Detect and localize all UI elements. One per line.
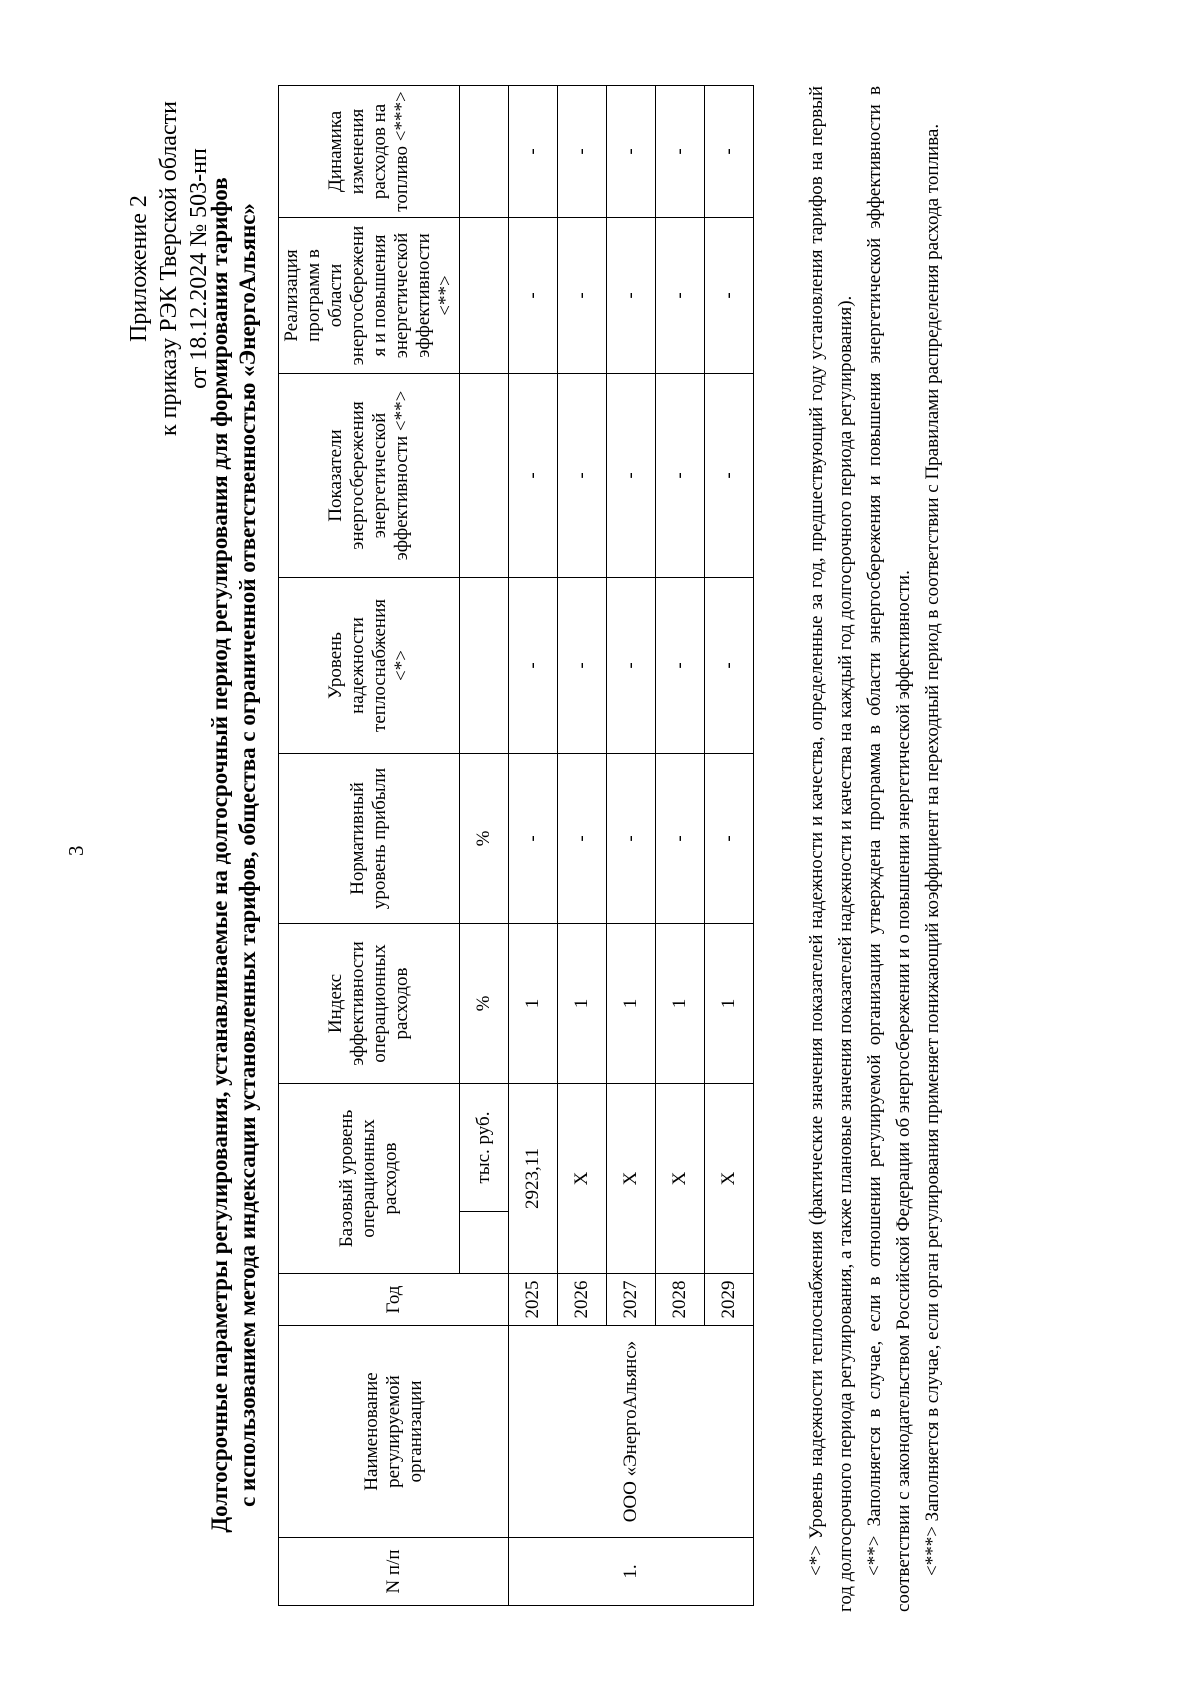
cell-base: Х [656, 1083, 705, 1273]
appendix-line-3: от 18.12.2024 № 503-нп [186, 148, 212, 389]
cell-reliability: - [656, 577, 705, 753]
cell-programs: - [656, 217, 705, 373]
cell-base: 2923,11 [509, 1083, 558, 1273]
appendix-line-1: Приложение 2 [126, 195, 152, 342]
cell-programs: - [705, 217, 754, 373]
cell-energy-indicators: - [558, 373, 607, 577]
cell-fuel: - [705, 85, 754, 217]
row-number: 1. [509, 1538, 754, 1606]
cell-index: 1 [656, 923, 705, 1083]
appendix-line-2: к приказу РЭК Тверской области [156, 101, 182, 436]
header-reliability: Уровень надежности теплоснабжения <*> [279, 577, 460, 753]
cell-profit: - [656, 753, 705, 923]
cell-energy-indicators: - [656, 373, 705, 577]
header-base: Базовый уровень операционных расходов [279, 1083, 460, 1273]
cell-energy-indicators: - [607, 373, 656, 577]
cell-reliability: - [705, 577, 754, 753]
cell-base: Х [607, 1083, 656, 1273]
units-energy-indicators [460, 373, 509, 577]
cell-reliability: - [558, 577, 607, 753]
footnotes [802, 86, 947, 1612]
cell-year: 2028 [656, 1274, 705, 1326]
cell-year: 2029 [705, 1274, 754, 1326]
cell-programs: - [509, 217, 558, 373]
table-row [509, 85, 558, 1605]
cell-reliability: - [607, 577, 656, 753]
cell-programs: - [558, 217, 607, 373]
cell-year: 2026 [558, 1274, 607, 1326]
parameters-table [278, 85, 754, 1606]
cell-fuel: - [656, 85, 705, 217]
footnote-energy-program: <**> Заполняется в случае, если в отношении регулируемой организации утверждена программа в области энергосбережения и повышения энергетической эффективности в соответствии с законодательством Российской Федерации об энергосбережении и о повышении энергетической эффективности. [864, 86, 914, 1612]
header-index: Индекс эффективности операционных расходов [279, 923, 460, 1083]
header-energy-indicators: Показатели энергосбережения энергетической эффективности <**> [279, 373, 460, 577]
cell-profit: - [607, 753, 656, 923]
cell-base: Х [705, 1083, 754, 1273]
cell-base: Х [558, 1083, 607, 1273]
title-line-1: Долгосрочные параметры регулирования, устанавливаемые на долгосрочный период регулирования для формирования тарифов [207, 177, 232, 1533]
page-number: 3 [64, 845, 88, 856]
cell-index: 1 [509, 923, 558, 1083]
units-base-blank [460, 1212, 509, 1274]
cell-profit: - [558, 753, 607, 923]
cell-fuel: - [558, 85, 607, 217]
cell-energy-indicators: - [705, 373, 754, 577]
header-org: Наименование регулируемой организации [279, 1326, 509, 1538]
units-index: % [460, 923, 509, 1083]
units-programs [460, 217, 509, 373]
cell-fuel: - [607, 85, 656, 217]
cell-index: 1 [705, 923, 754, 1083]
header-num: N п/п [279, 1538, 509, 1606]
organization-name: ООО «ЭнергоАльянс» [509, 1326, 754, 1538]
cell-year: 2025 [509, 1274, 558, 1326]
cell-profit: - [509, 753, 558, 923]
cell-energy-indicators: - [509, 373, 558, 577]
header-programs: Реализация программ в области энергосбережени я и повышения энергетической эффективности <**> [279, 217, 460, 373]
units-profit: % [460, 753, 509, 923]
table-header-row [279, 85, 460, 1605]
cell-programs: - [607, 217, 656, 373]
units-fuel [460, 85, 509, 217]
cell-reliability: - [509, 577, 558, 753]
footnote-fuel: <***> Заполняется в случае, если орган регулирования применяет понижающий коэффициент на переходный период в соответствии с Правилами распределения расхода топлива. [922, 123, 943, 1576]
cell-profit: - [705, 753, 754, 923]
units-reliability [460, 577, 509, 753]
header-fuel: Динамика изменения расходов на топливо <***> [279, 85, 460, 217]
footnote-reliability: <*> Уровень надежности теплоснабжения (фактические значения показателей надежности и качества, определенные за год, предшествующий году установления тарифов на первый год долгосрочного периода регулирования, а также плановые значения показателей надежности и качества на каждый год долгосрочного периода регулирования). [806, 86, 856, 1612]
appendix-header [124, 101, 214, 436]
title-line-2: с использованием метода индексации установленных тарифов, общества с ограниченной ответственностью «ЭнергоАльянс» [235, 203, 260, 1507]
cell-year: 2027 [607, 1274, 656, 1326]
units-base: тыс. руб. [460, 1083, 509, 1211]
cell-fuel: - [509, 85, 558, 217]
cell-index: 1 [558, 923, 607, 1083]
cell-index: 1 [607, 923, 656, 1083]
header-profit: Нормативный уровень прибыли [279, 753, 460, 923]
document-title [206, 110, 262, 1600]
header-year: Год [279, 1274, 509, 1326]
